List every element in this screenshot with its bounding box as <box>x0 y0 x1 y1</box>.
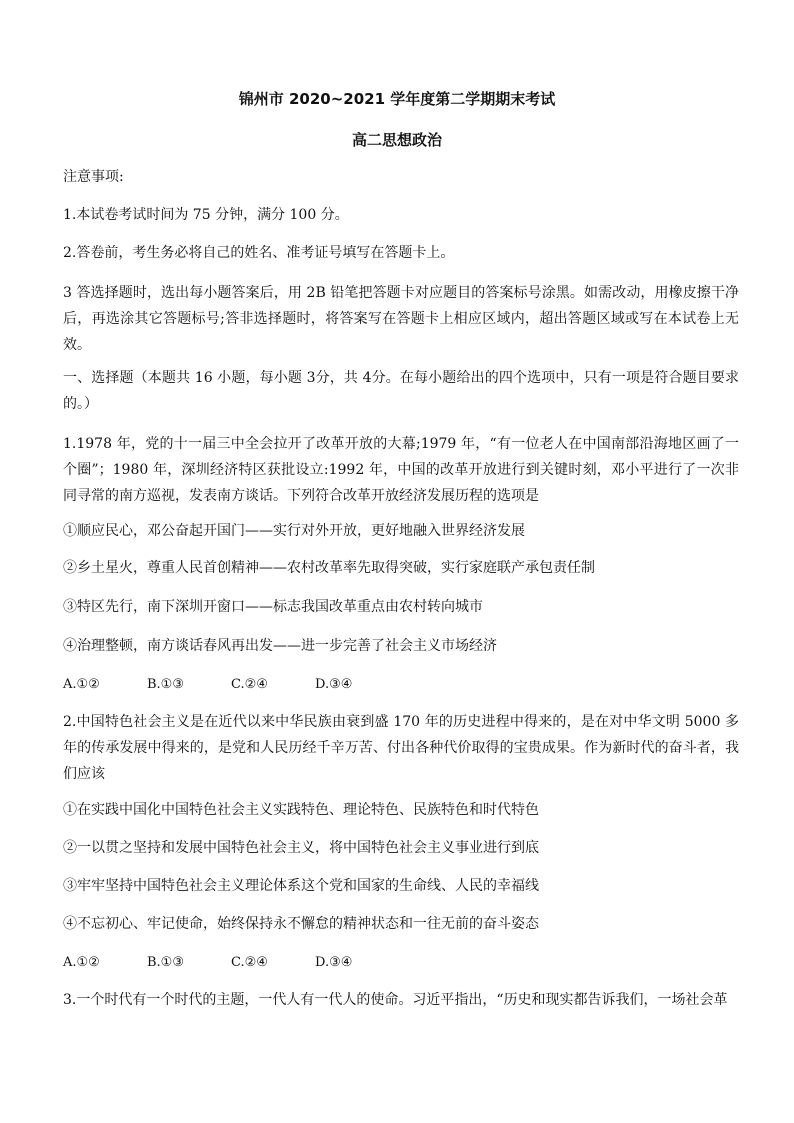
question-2-option-a[interactable]: A.①② <box>63 955 100 970</box>
question-1-option-c[interactable]: C.②④ <box>231 677 268 692</box>
question-1-option-d[interactable]: D.③④ <box>315 677 353 692</box>
question-2-item-2: ②一以贯之坚持和发展中国特色社会主义，将中国特色社会主义事业进行到底 <box>63 840 539 856</box>
question-1-item-3: ③特区先行，南下深圳开窗口——标志我国改革重点由农村转向城市 <box>63 599 483 615</box>
question-1-item-1: ①顺应民心，邓公奋起开国门——实行对外开放，更好地融入世界经济发展 <box>63 523 525 539</box>
question-2-item-1: ①在实践中国化中国特色社会主义实践特色、理论特色、民族特色和时代特色 <box>63 802 539 818</box>
question-2-option-c[interactable]: C.②④ <box>231 955 268 970</box>
question-1-stem: 1.1978 年，党的十一届三中全会拉开了改革开放的大幕;1979 年，“有一位老人在中国南部沿海地区画了一个圈”；1980 年，深圳经济特区获批设立:1992 年，中国的改革开放进行到关键时刻，邓小平进行了一次非同寻常的南方巡视，发表南方谈话。下列符合改革开放经济发展历程的选项是 <box>63 436 739 504</box>
question-2-option-b[interactable]: B.①③ <box>147 955 184 970</box>
question-2-stem: 2.中国特色社会主义是在近代以来中华民族由衰到盛 170 年的历史进程中得来的，是在对中华文明 5000 多年的传承发展中得来的，是党和人民历经千辛万苦、付出各种代价取得的宝贵成果。作为新时代的奋斗者，我们应该 <box>63 714 739 782</box>
question-1-options <box>63 675 739 695</box>
notice-item-3: 3 答选择题时，选出每小题答案后，用 2B 铅笔把答题卡对应题目的答案标号涂黑。如需改动，用橡皮擦干净后，再选涂其它答题标号;答非选择题时，将答案写在答题卡上相应区域内，超出答题区域或写在本试卷上无效。 <box>63 285 739 353</box>
notice-item-1: 1.本试卷考试时间为 75 分钟，满分 100 分。 <box>63 207 349 223</box>
notice-item-2: 2.答卷前，考生务必将自己的姓名、准考证号填写在答题卡上。 <box>63 245 455 261</box>
question-2-options <box>63 953 739 973</box>
question-2-item-3: ③牢牢坚持中国特色社会主义理论体系这个党和国家的生命线、人民的幸福线 <box>63 878 539 894</box>
question-2-item-4: ④不忘初心、牢记使命，始终保持永不懈怠的精神状态和一往无前的奋斗姿态 <box>63 916 539 932</box>
question-1-item-2: ②乡土星火，尊重人民首创精神——农村改革率先取得突破，实行家庭联产承包责任制 <box>63 560 595 576</box>
notice-heading: 注意事项: <box>63 169 124 185</box>
exam-title: 锦州市 2020~2021 学年度第二学期期末考试 <box>238 90 556 108</box>
question-1-option-a[interactable]: A.①② <box>63 677 100 692</box>
exam-subject: 高二思想政治 <box>351 131 442 149</box>
section-title: 一、选择题（本题共 16 小题，每小题 3分，共 4分。在每小题给出的四个选项中，只有一项是符合题目要求的。） <box>63 370 739 412</box>
question-2-option-d[interactable]: D.③④ <box>315 955 353 970</box>
question-3-stem: 3.一个时代有一个时代的主题，一代人有一代人的使命。习近平指出，“历史和现实都告诉我们，一场社会革 <box>63 992 728 1008</box>
question-1-item-4: ④治理整顿，南方谈话春风再出发——进一步完善了社会主义市场经济 <box>63 638 497 654</box>
question-1-option-b[interactable]: B.①③ <box>147 677 184 692</box>
